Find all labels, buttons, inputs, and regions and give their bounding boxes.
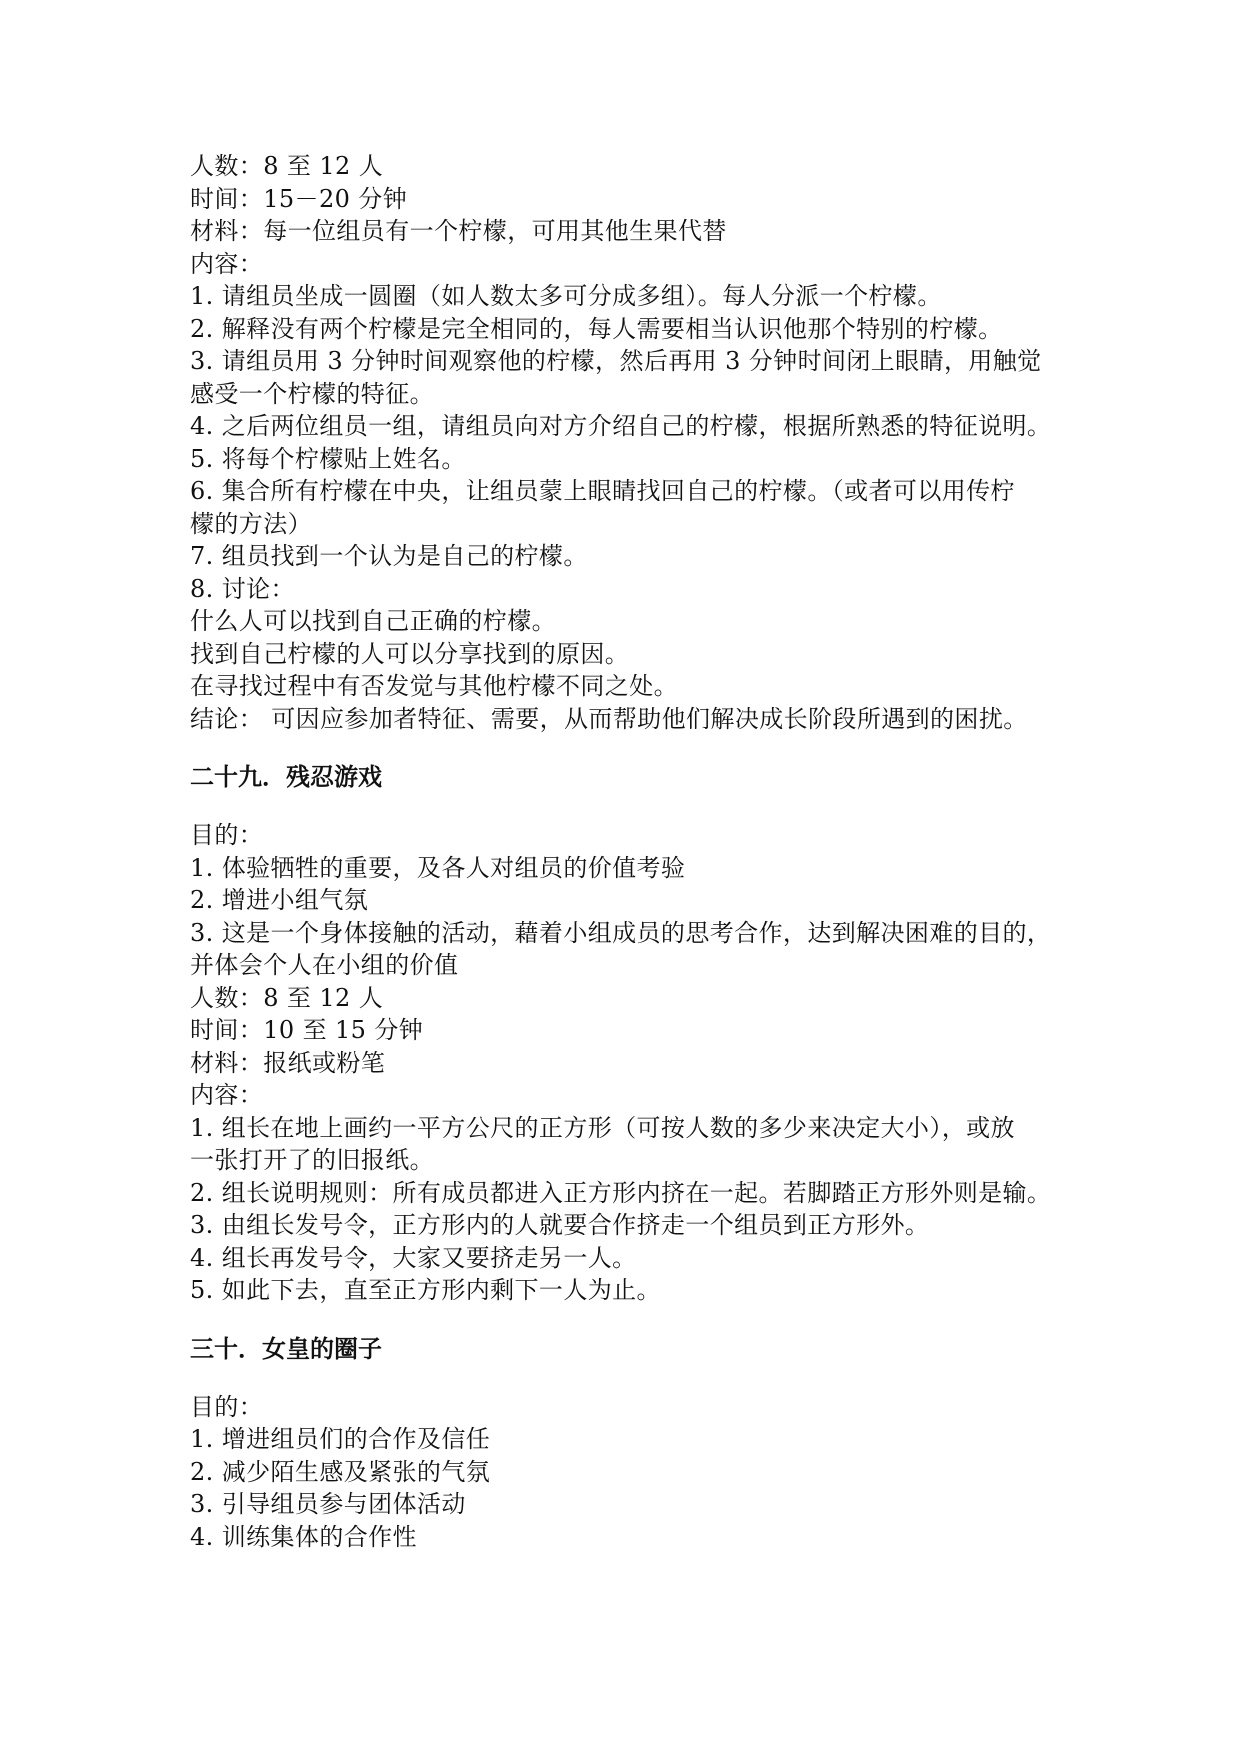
participants-line: 人数：8 至 12 人 [190, 152, 384, 180]
document-page [190, 150, 1070, 1553]
materials-line: 材料：报纸或粉笔 [190, 1048, 386, 1077]
step-2: 2. 组长说明规则：所有成员都进入正方形内挤在一起。若脚踏正方形外则是输。 [190, 1178, 1052, 1207]
step-3-continued: 感受一个柠檬的特征。 [190, 379, 434, 408]
step-6-continued: 檬的方法） [190, 509, 312, 538]
content-label: 内容： [190, 249, 264, 278]
step-1: 1. 组长在地上画约一平方公尺的正方形（可按人数的多少来决定大小），或放 [190, 1113, 1015, 1142]
content-label: 内容： [190, 1081, 264, 1109]
time-line: 时间：15－20 分钟 [190, 184, 408, 213]
discussion-point-1: 什么人可以找到自己正确的柠檬。 [190, 607, 556, 635]
section-30-heading: 三十．女皇的圈子 [190, 1334, 382, 1363]
purpose-2: 2. 增进小组气氛 [190, 886, 369, 914]
purpose-2: 2. 减少陌生感及紧张的气氛 [190, 1457, 491, 1486]
discussion-point-3: 在寻找过程中有否发觉与其他柠檬不同之处。 [190, 672, 678, 700]
step-3: 3. 请组员用 3 分钟时间观察他的柠檬，然后再用 3 分钟时间闭上眼睛，用触觉 [190, 347, 1042, 375]
participants-line: 人数：8 至 12 人 [190, 983, 384, 1012]
step-1-continued: 一张打开了的旧报纸。 [190, 1146, 434, 1174]
section-29-body [190, 819, 1070, 1307]
step-8: 8. 讨论： [190, 574, 295, 603]
purpose-3-continued: 并体会个人在小组的价值 [190, 951, 459, 979]
section-30-body [190, 1391, 1070, 1554]
section-28-body [190, 150, 1070, 735]
purpose-label: 目的： [190, 1392, 264, 1421]
step-3: 3. 由组长发号令，正方形内的人就要合作挤走一个组员到正方形外。 [190, 1211, 930, 1239]
section-29-heading: 二十九．残忍游戏 [190, 763, 382, 791]
purpose-1: 1. 增进组员们的合作及信任 [190, 1425, 491, 1453]
time-line: 时间：10 至 15 分钟 [190, 1016, 424, 1044]
materials-line: 材料：每一位组员有一个柠檬，可用其他生果代替 [190, 217, 727, 245]
conclusion-line: 结论： 可因应参加者特征、需要，从而帮助他们解决成长阶段所遇到的困扰。 [190, 704, 1028, 733]
purpose-4: 4. 训练集体的合作性 [190, 1522, 417, 1551]
step-1: 1. 请组员坐成一圆圈（如人数太多可分成多组）。每人分派一个柠檬。 [190, 282, 942, 310]
step-2: 2. 解释没有两个柠檬是完全相同的，每人需要相当认识他那个特别的柠檬。 [190, 314, 1003, 343]
step-6: 6. 集合所有柠檬在中央，让组员蒙上眼睛找回自己的柠檬。（或者可以用传柠 [190, 477, 1015, 505]
step-7: 7. 组员找到一个认为是自己的柠檬。 [190, 542, 588, 570]
purpose-1: 1. 体验牺牲的重要，及各人对组员的价值考验 [190, 853, 686, 882]
purpose-3: 3. 这是一个身体接触的活动，藉着小组成员的思考合作，达到解决困难的目的， [190, 918, 1052, 947]
purpose-label: 目的： [190, 821, 264, 849]
step-4: 4. 组长再发号令，大家又要挤走另一人。 [190, 1243, 637, 1272]
step-4: 4. 之后两位组员一组，请组员向对方介绍自己的柠檬，根据所熟悉的特征说明。 [190, 412, 1052, 440]
discussion-point-2: 找到自己柠檬的人可以分享找到的原因。 [190, 639, 630, 668]
step-5: 5. 将每个柠檬贴上姓名。 [190, 444, 466, 473]
purpose-3: 3. 引导组员参与团体活动 [190, 1490, 466, 1518]
step-5: 5. 如此下去，直至正方形内剩下一人为止。 [190, 1276, 661, 1304]
